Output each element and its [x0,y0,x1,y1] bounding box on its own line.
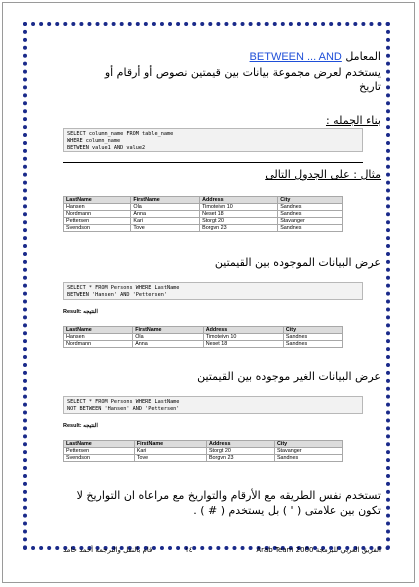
table-row [64,218,343,225]
table-row [64,455,343,462]
table-not-between-result [63,440,343,462]
cell: Neset 18 [200,211,278,218]
col-city: City [278,197,343,204]
col-firstname: FirstName [134,441,206,448]
cell: Borgvn 23 [206,455,274,462]
col-firstname: FirstName [131,197,200,204]
cell: Storgt 20 [200,218,278,225]
cell: Sandnes [278,204,343,211]
cell: Stavanger [274,448,342,455]
table-row [64,211,343,218]
col-address: Address [203,327,283,334]
cell: Sandnes [278,225,343,232]
cell: Borgvn 23 [200,225,278,232]
not-between-heading: عرض البيانات الغير موجوده بين القيمتين [197,370,381,383]
table-source [63,196,343,232]
cell: Hansen [64,334,133,341]
col-lastname: LastName [64,441,135,448]
cell: Sandnes [283,341,342,348]
cell: Timoteivn 10 [203,334,283,341]
table-row [64,334,343,341]
description: يستخدم لعرض مجموعة بيانات بين قيمتين نصوص أو أرقام أو تاريخ [104,66,381,93]
cell: Hansen [64,204,131,211]
cell: Anna [131,211,200,218]
col-address: Address [206,441,274,448]
table-row [64,341,343,348]
table-header-row [64,441,343,448]
col-city: City [283,327,342,334]
col-address: Address [200,197,278,204]
cell: Nordmann [64,211,131,218]
cell: Sandnes [283,334,342,341]
col-lastname: LastName [64,327,133,334]
table-row [64,204,343,211]
syntax-code-box: SELECT column_name FROM table_name WHERE column_name BETWEEN value1 AND value2 [63,128,363,152]
footer-author: قام بالنقل والترجمه أحمد حامد [63,546,153,554]
table-header-row [64,327,343,334]
section-title [250,50,381,63]
footer-page-number: ١٤ [185,546,193,554]
final-note: تستخدم نفس الطريقه مع الأرقام والتواريخ مع مراعاه ان التواريخ لا تكون بين علامتى ( ' ) بل يستخدم ( # ) . [76,489,381,517]
separator-line [63,162,363,163]
result-label: Result: النتيجه [63,309,98,315]
table-row [64,448,343,455]
result-label: Result: النتيجه [63,423,98,429]
cell: Ola [131,204,200,211]
cell: Tove [134,455,206,462]
table-row [64,225,343,232]
col-firstname: FirstName [133,327,204,334]
not-between-code-box: SELECT * FROM Persons WHERE LastName NOT BETWEEN 'Hansen' AND 'Pettersen' [63,396,363,414]
between-code-box: SELECT * FROM Persons WHERE LastName BETWEEN 'Hansen' AND 'Pettersen' [63,282,363,300]
cell: Sandnes [274,455,342,462]
cell: Pettersen [64,218,131,225]
cell: Neset 18 [203,341,283,348]
cell: Sandnes [278,211,343,218]
cell: Stavanger [278,218,343,225]
between-heading: عرض البيانات الموجوده بين القيمتين [214,256,381,269]
cell: Svendson [64,455,135,462]
cell: Svendson [64,225,131,232]
cell: Anna [133,341,204,348]
syntax-heading: بناء الجمله : [325,114,381,127]
cell: Kari [131,218,200,225]
table-between-result [63,326,343,348]
example-heading: مثال : على الجدول التالى [265,168,381,181]
cell: Pettersen [64,448,135,455]
cell: Nordmann [64,341,133,348]
title-prefix: المعامل [345,50,381,63]
col-city: City [274,441,342,448]
footer-team: الفريق العربي للبرمجة Arab Team 2000 [256,546,381,554]
cell: Kari [134,448,206,455]
cell: Ola [133,334,204,341]
cell: Timoteivn 10 [200,204,278,211]
cell: Tove [131,225,200,232]
cell: Storgt 20 [206,448,274,455]
title-keyword-link[interactable]: BETWEEN ... AND [249,51,342,63]
page-content [33,30,383,554]
col-lastname: LastName [64,197,131,204]
table-header-row [64,197,343,204]
